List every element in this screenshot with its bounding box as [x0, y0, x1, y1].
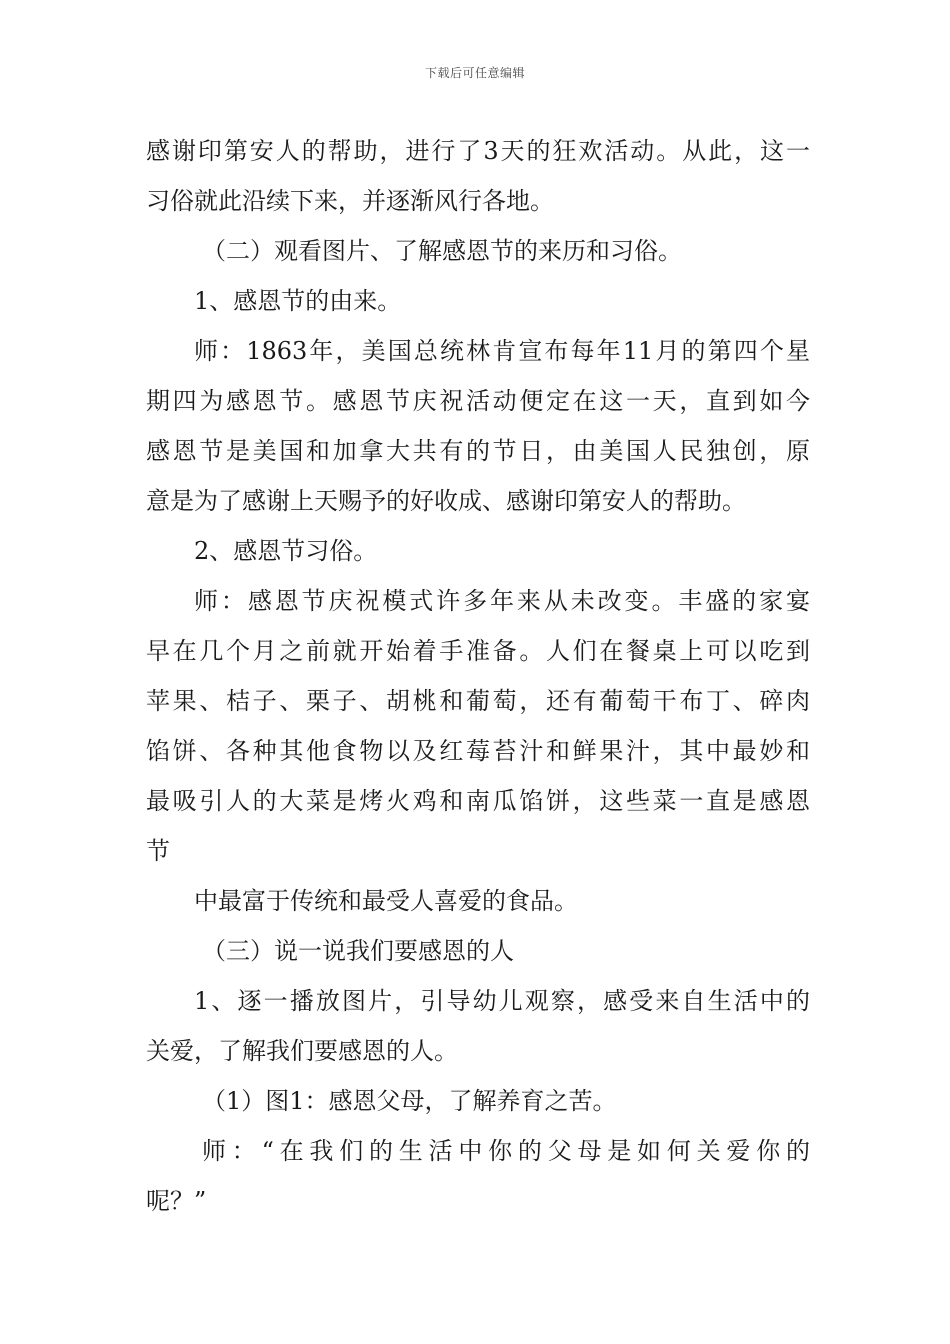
- document-body: [146, 126, 810, 1226]
- paragraph-line: 师：1863年，美国总统林肯宣布每年11月的第四个星: [194, 337, 810, 365]
- paragraph-line: 感谢印第安人的帮助，进行了3天的狂欢活动。从此，这一: [146, 137, 810, 165]
- paragraph-line: 意是为了感谢上天赐予的好收成、感谢印第安人的帮助。: [146, 487, 746, 515]
- subsection-heading: 2、感恩节习俗。: [194, 537, 378, 565]
- paragraph-line: 馅饼、各种其他食物以及红莓苔汁和鲜果汁，其中最妙和: [146, 737, 810, 765]
- paragraph-line: 苹果、桔子、栗子、胡桃和葡萄，还有葡萄干布丁、碎肉: [146, 687, 810, 715]
- paragraph-line: 习俗就此沿续下来，并逐渐风行各地。: [146, 187, 554, 215]
- subsection-heading: 1、感恩节的由来。: [194, 287, 402, 315]
- paragraph-line: 节: [146, 837, 170, 865]
- paragraph-line: 1、逐一播放图片，引导幼儿观察，感受来自生活中的: [194, 987, 810, 1015]
- section-heading: （三）说一说我们要感恩的人: [202, 937, 514, 965]
- paragraph-line: 最吸引人的大菜是烤火鸡和南瓜馅饼，这些菜一直是感恩: [146, 787, 810, 815]
- paragraph-line: 早在几个月之前就开始着手准备。人们在餐桌上可以吃到: [146, 637, 810, 665]
- paragraph-line: 关爱，了解我们要感恩的人。: [146, 1037, 458, 1065]
- paragraph-line: 感恩节是美国和加拿大共有的节日，由美国人民独创，原: [146, 437, 810, 465]
- paragraph-line: 呢？”: [146, 1187, 207, 1215]
- paragraph-line: 师：感恩节庆祝模式许多年来从未改变。丰盛的家宴: [194, 587, 810, 615]
- paragraph-line: 中最富于传统和最受人喜爱的食品。: [194, 887, 578, 915]
- paragraph-line: 期四为感恩节。感恩节庆祝活动便定在这一天，直到如今: [146, 387, 810, 415]
- paragraph-line: 师：“在我们的生活中你的父母是如何关爱你的: [202, 1137, 810, 1165]
- page-header: 下载后可任意编辑: [424, 66, 525, 80]
- section-heading: （二）观看图片、了解感恩节的来历和习俗。: [202, 237, 682, 265]
- subsection-heading: （1）图1：感恩父母，了解养育之苦。: [202, 1087, 617, 1115]
